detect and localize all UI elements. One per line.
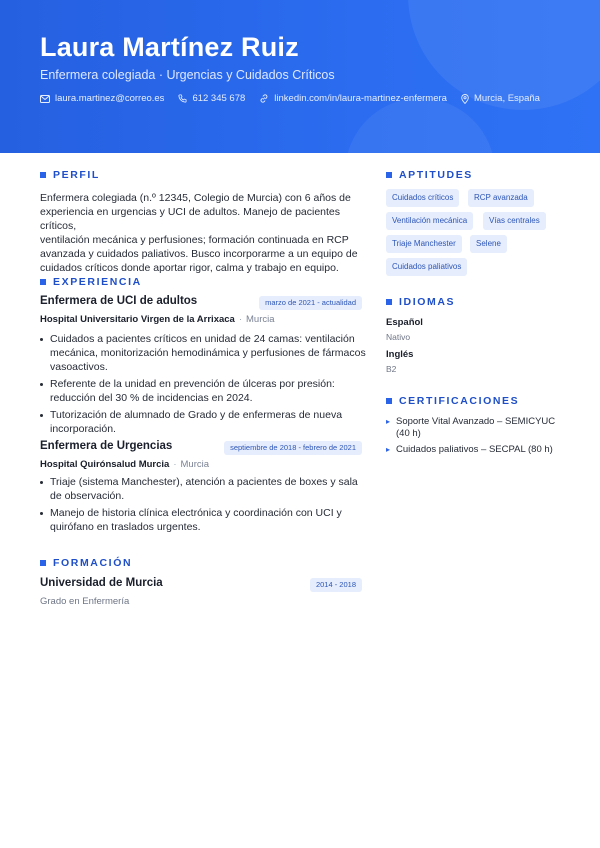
section-marker: [386, 398, 392, 404]
section-marker: [40, 279, 46, 285]
skill-tag: RCP avanzada: [468, 189, 534, 207]
profile-line: experiencia en urgencias y UCI de adultos. Manejo de pacientes críticos,: [40, 206, 341, 232]
contact-location: [461, 93, 540, 104]
skill-tag: Cuidados críticos: [386, 189, 459, 207]
language-name: Español: [386, 317, 423, 328]
section-heading-languages: [386, 296, 455, 308]
arrow-icon: ▸: [386, 417, 391, 426]
section-heading-profile: [40, 169, 100, 181]
section-heading-education: [40, 557, 132, 569]
certification-text: Cuidados paliativos – SECPAL (80 h): [396, 444, 553, 455]
education-degree: Grado en Enfermería: [40, 596, 130, 607]
location-pin-icon: [461, 94, 469, 104]
link-icon: [259, 94, 269, 103]
separator-dot: ·: [238, 314, 242, 325]
education-institution: Universidad de Murcia: [40, 577, 163, 589]
language-name: Inglés: [386, 349, 414, 360]
list-item: Cuidados a pacientes críticos en unidad de 24 camas: ventilación mecánica, monitorización hemodinámica y perfusiones de fármacos vasoactivos.: [40, 332, 366, 374]
contact-bar: [40, 93, 554, 104]
skill-tag: Ventilación mecánica: [386, 212, 473, 230]
job-title: Enfermera de Urgencias: [40, 440, 173, 452]
job-organization: [40, 459, 209, 470]
phone-icon: [178, 94, 187, 103]
decorative-circle: [345, 98, 495, 153]
section-marker: [386, 172, 392, 178]
section-marker: [386, 299, 392, 305]
job-organization: [40, 314, 275, 325]
language-level: B2: [386, 364, 397, 374]
section-marker: [40, 172, 46, 178]
mail-icon: [40, 95, 50, 103]
job-bullets: [40, 332, 366, 439]
list-item: Referente de la unidad en prevención de úlceras por presión: reducción del 30 % de incidencias en 2024.: [40, 377, 366, 405]
list-item: Manejo de historia clínica electrónica y coordinación con UCI y quirófano en traslados urgentes.: [40, 506, 366, 534]
language-level: Nativo: [386, 332, 411, 342]
skill-tag: Selene: [470, 235, 507, 253]
section-heading-text: APTITUDES: [399, 169, 473, 181]
profile-line: ventilación mecánica y perfusiones; formación continuada en RCP: [40, 234, 349, 246]
skill-tag: Cuidados paliativos: [386, 258, 467, 276]
employer-name: Hospital Universitario Virgen de la Arrixaca: [40, 314, 235, 325]
candidate-name: Laura Martínez Ruiz: [40, 32, 299, 62]
list-item: Triaje (sistema Manchester), atención a pacientes de boxes y sala de observación.: [40, 475, 366, 503]
location-text: Murcia, España: [473, 93, 540, 104]
contact-linkedin[interactable]: [259, 93, 447, 104]
section-heading-text: IDIOMAS: [399, 296, 456, 308]
education-dates: 2014 - 2018: [310, 578, 362, 592]
list-item: Tutorización de alumnado de Grado y de enfermeras de nueva incorporación.: [40, 408, 366, 436]
profile-line: cuidados críticos donde aportar rigor, calma y trabajo en equipo.: [40, 262, 339, 274]
section-heading-text: CERTIFICACIONES: [399, 395, 520, 407]
profile-line: avanzada y cuidados paliativos. Busco incorporarme a un equipo de: [40, 248, 358, 260]
arrow-icon: ▸: [386, 445, 391, 454]
resume-header: [0, 0, 600, 153]
skill-tag: Triaje Manchester: [386, 235, 462, 253]
employer-name: Hospital Quirónsalud Murcia: [40, 459, 170, 470]
employer-location: Murcia: [180, 459, 210, 470]
certification-item: [386, 444, 556, 456]
certification-text: Soporte Vital Avanzado – SEMICYUC (40 h): [396, 416, 556, 439]
job-bullets: [40, 475, 366, 537]
candidate-subtitle: Enfermera colegiada · Urgencias y Cuidados Críticos: [40, 68, 335, 82]
profile-summary: [40, 191, 365, 275]
section-heading-text: FORMACIÓN: [53, 557, 133, 569]
profile-line: Enfermera colegiada (n.º 12345, Colegio de Murcia) con 6 años de: [40, 192, 351, 204]
job-dates: marzo de 2021 - actualidad: [259, 296, 362, 310]
section-heading-certifications: [386, 395, 519, 407]
section-heading-experience: [40, 276, 142, 288]
job-title: Enfermera de UCI de adultos: [40, 295, 198, 307]
contact-phone[interactable]: [178, 93, 245, 104]
skill-tag: Vías centrales: [483, 212, 546, 230]
phone-text: 612 345 678: [192, 93, 246, 104]
certification-item: [386, 416, 556, 440]
employer-location: Murcia: [246, 314, 275, 325]
contact-email[interactable]: [40, 93, 164, 104]
section-marker: [40, 560, 46, 566]
email-text: laura.martinez@correo.es: [55, 93, 165, 104]
separator-dot: ·: [173, 459, 177, 470]
section-heading-text: EXPERIENCIA: [53, 276, 142, 288]
section-heading-text: PERFIL: [53, 169, 100, 181]
job-dates: septiembre de 2018 - febrero de 2021: [224, 441, 362, 455]
section-heading-skills: [386, 169, 473, 181]
linkedin-text: linkedin.com/in/laura-martinez-enfermera: [274, 93, 447, 104]
